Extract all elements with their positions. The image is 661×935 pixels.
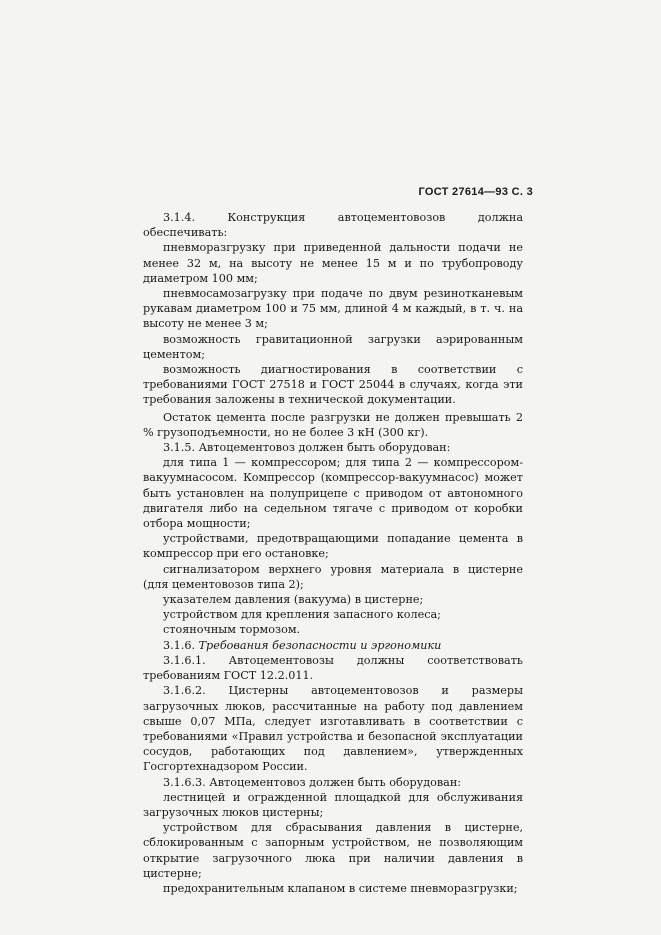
paragraph-spare-wheel: устройством для крепления запасного колеса; [163,608,441,622]
page-header: ГОСТ 27614—93 С. 3 [418,186,533,198]
paragraph-gravity-loading: возможность гравитационной загрузки аэрированным цементом; [143,332,523,361]
paragraph-cement-residue: Остаток цемента после разгрузки не должен превышать 2 % грузоподъемности, но не более 3 кН (300 кг). [143,410,523,439]
paragraph-pneumo-unloading: пневморазгрузку при приведенной дальности подачи не менее 32 м, на высоту не менее 15 м и по трубопроводу диаметром 100 мм; [143,241,523,285]
document-body [143,210,523,896]
paragraph-ladder: лестницей и огражденной площадкой для обслуживания загрузочных люков цистерны; [143,790,523,819]
paragraph-pneumo-self-loading: пневмосамозагрузку при подаче по двум резинотканевым рукавам диаметром 100 и 75 мм, длиной 4 м каждый, в т. ч. на высоту не менее 3 м; [143,287,523,331]
paragraph-parking-brake: стояночным тормозом. [163,623,301,637]
paragraph-diagnostics: возможность диагностирования в соответствии с требованиями ГОСТ 27518 и ГОСТ 25044 в случаях, когда эти требования заложены в технической документации. [143,363,523,407]
paragraph-3-1-6-2: 3.1.6.2. Цистерны автоцементовозов и размеры загрузочных люков, рассчитанные на работу под давлением свыше 0,07 МПа, следует изготавливать в соответствии с требованиями «Правил устройства и безопасной эксплуатации сосудов, работающих под давлением», утвержденных Госгортехнадзором России. [143,684,523,774]
section-3-1-6-title [143,638,523,653]
paragraph-3-1-4: 3.1.4. Конструкция автоцементовозов должна обеспечивать: [143,211,523,240]
paragraph-3-1-5: 3.1.5. Автоцементовоз должен быть оборудован: [163,441,451,455]
paragraph-3-1-6-1: 3.1.6.1. Автоцементовозы должны соответствовать требованиям ГОСТ 12.2.011. [143,653,523,683]
section-title-italic: Требования безопасности и эргономики [198,638,442,652]
paragraph-3-1-6-3: 3.1.6.3. Автоцементовоз должен быть оборудован: [163,775,462,789]
paragraph-prevent-devices: устройствами, предотвращающими попадание цемента в компрессор при его остановке; [143,532,523,561]
paragraph-pressure-gauge: указателем давления (вакуума) в цистерне; [163,593,424,607]
paragraph-compressor: для типа 1 — компрессором; для типа 2 — компрессором-вакуумнасосом. Компрессор (компрессор-вакуумнасос) может быть установлен на полуприцепе с приводом от автономного двигателя либо на седельном тягаче с приводом от коробки отбора мощности; [143,456,523,531]
section-number: 3.1.6. [163,638,196,652]
paragraph-safety-valve: предохранительным клапаном в системе пневморазгрузки; [163,881,518,895]
paragraph-level-signal: сигнализатором верхнего уровня материала в цистерне (для цементовозов типа 2); [143,562,523,591]
paragraph-pressure-release: устройством для сбрасывания давления в цистерне, сблокированным с запорным устройством, не позволяющим открытие загрузочного люка при наличии давления в цистерне; [143,821,523,880]
